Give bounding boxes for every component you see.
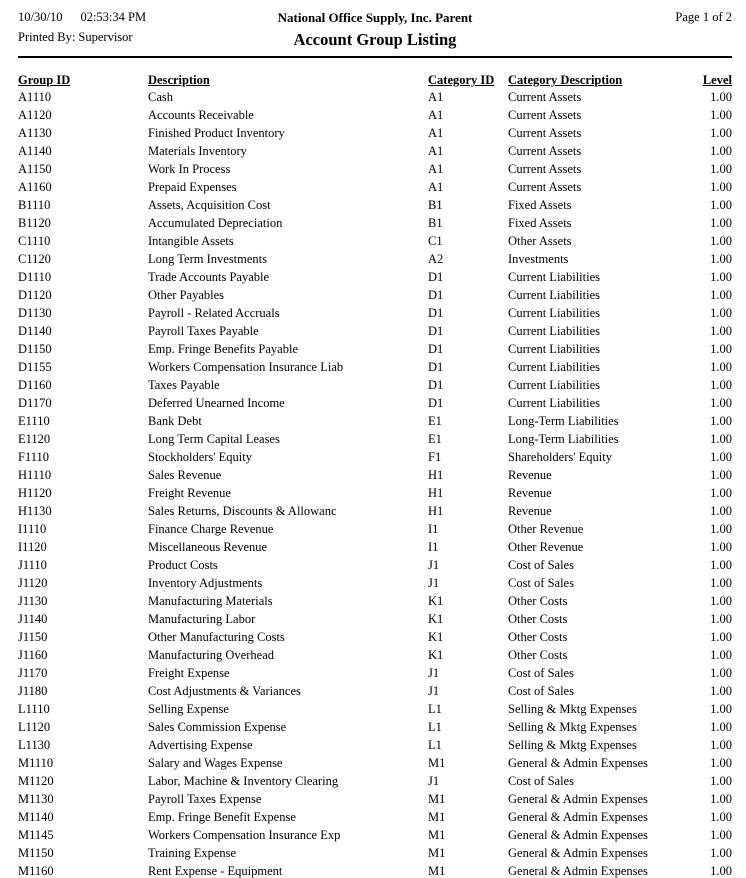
level-cell: 1.00 [710, 378, 732, 392]
description-cell: Stockholders' Equity [148, 450, 252, 464]
table-row [18, 844, 732, 862]
description-cell: Manufacturing Materials [148, 594, 273, 608]
category-id-cell: A1 [428, 108, 444, 122]
table-row [18, 250, 732, 268]
category-description-cell: Cost of Sales [508, 774, 574, 788]
level-cell: 1.00 [710, 522, 732, 536]
description-cell: Taxes Payable [148, 378, 220, 392]
category-id-cell: D1 [428, 378, 444, 392]
category-description-cell: General & Admin Expenses [508, 810, 648, 824]
category-id-cell: H1 [428, 486, 444, 500]
category-description-cell: Revenue [508, 504, 552, 518]
group-id-cell: I1120 [18, 540, 47, 554]
category-id-cell: L1 [428, 738, 442, 752]
description-cell: Accumulated Depreciation [148, 216, 283, 230]
table-row [18, 700, 732, 718]
category-description-cell: Current Liabilities [508, 378, 600, 392]
level-cell: 1.00 [710, 792, 732, 806]
category-description-cell: Other Costs [508, 648, 568, 662]
description-cell: Assets, Acquisition Cost [148, 198, 271, 212]
table-row [18, 736, 732, 754]
category-description-cell: Other Revenue [508, 540, 584, 554]
group-id-cell: M1120 [18, 774, 54, 788]
report-title: Account Group Listing [293, 30, 457, 49]
table-row [18, 448, 732, 466]
page-number: Page 1 of 2 [675, 10, 732, 24]
category-description-cell: Investments [508, 252, 569, 266]
category-description-cell: Current Liabilities [508, 396, 600, 410]
group-id-cell: H1110 [18, 468, 52, 482]
category-id-cell: A1 [428, 180, 444, 194]
group-id-cell: J1160 [18, 648, 48, 662]
level-cell: 1.00 [710, 288, 732, 302]
level-cell: 1.00 [710, 360, 732, 374]
category-id-cell: D1 [428, 270, 444, 284]
category-description-cell: Revenue [508, 486, 552, 500]
level-cell: 1.00 [710, 828, 732, 842]
category-id-cell: D1 [428, 324, 444, 338]
category-description-cell: Fixed Assets [508, 216, 572, 230]
table-row [18, 376, 732, 394]
level-cell: 1.00 [710, 558, 732, 572]
level-cell: 1.00 [710, 468, 732, 482]
level-cell: 1.00 [710, 216, 732, 230]
col-header-category-description: Category Description [508, 73, 623, 87]
table-row [18, 124, 732, 142]
table-row [18, 628, 732, 646]
group-id-cell: H1120 [18, 486, 52, 500]
category-description-cell: Cost of Sales [508, 576, 574, 590]
group-id-cell: C1110 [18, 234, 51, 248]
group-id-cell: M1130 [18, 792, 54, 806]
description-cell: Product Costs [148, 558, 218, 572]
category-id-cell: K1 [428, 648, 444, 662]
group-id-cell: J1180 [18, 684, 48, 698]
category-id-cell: K1 [428, 630, 444, 644]
level-cell: 1.00 [710, 738, 732, 752]
table-row [18, 520, 732, 538]
report-date: 10/30/10 [18, 10, 63, 24]
group-id-cell: M1160 [18, 864, 54, 878]
description-cell: Bank Debt [148, 414, 202, 428]
description-cell: Cash [148, 90, 173, 104]
group-id-cell: D1140 [18, 324, 52, 338]
table-row [18, 286, 732, 304]
company-name: National Office Supply, Inc. Parent [277, 10, 473, 25]
level-cell: 1.00 [710, 774, 732, 788]
description-cell: Selling Expense [148, 702, 229, 716]
description-cell: Prepaid Expenses [148, 180, 237, 194]
group-id-cell: J1110 [18, 558, 47, 572]
description-cell: Materials Inventory [148, 144, 247, 158]
category-description-cell: Cost of Sales [508, 666, 574, 680]
category-id-cell: D1 [428, 396, 444, 410]
table-row [18, 214, 732, 232]
group-id-cell: L1120 [18, 720, 51, 734]
level-cell: 1.00 [710, 702, 732, 716]
level-cell: 1.00 [710, 270, 732, 284]
group-id-cell: B1110 [18, 198, 51, 212]
description-cell: Workers Compensation Insurance Exp [148, 828, 341, 842]
table-row [18, 322, 732, 340]
group-id-cell: D1110 [18, 270, 52, 284]
category-description-cell: Current Assets [508, 90, 582, 104]
table-row [18, 754, 732, 772]
description-cell: Miscellaneous Revenue [148, 540, 268, 554]
category-id-cell: M1 [428, 828, 446, 842]
group-id-cell: C1120 [18, 252, 51, 266]
description-cell: Other Payables [148, 288, 225, 302]
category-description-cell: Current Assets [508, 144, 582, 158]
category-id-cell: J1 [428, 558, 440, 572]
description-cell: Sales Revenue [148, 468, 222, 482]
description-cell: Work In Process [148, 162, 231, 176]
col-header-group-id: Group ID [18, 73, 71, 87]
category-id-cell: I1 [428, 522, 439, 536]
category-id-cell: E1 [428, 432, 442, 446]
level-cell: 1.00 [710, 414, 732, 428]
group-id-cell: M1110 [18, 756, 54, 770]
printed-by-value: Supervisor [78, 30, 133, 44]
description-cell: Accounts Receivable [148, 108, 254, 122]
description-cell: Advertising Expense [148, 738, 253, 752]
group-id-cell: J1120 [18, 576, 48, 590]
level-cell: 1.00 [710, 396, 732, 410]
header-divider [18, 56, 732, 58]
description-cell: Salary and Wages Expense [148, 756, 283, 770]
group-id-cell: M1145 [18, 828, 54, 842]
table-row [18, 502, 732, 520]
category-description-cell: General & Admin Expenses [508, 846, 648, 860]
table-row [18, 592, 732, 610]
table-row [18, 196, 732, 214]
description-cell: Freight Revenue [148, 486, 231, 500]
table-row [18, 682, 732, 700]
category-id-cell: D1 [428, 306, 444, 320]
category-id-cell: K1 [428, 612, 444, 626]
level-cell: 1.00 [710, 306, 732, 320]
category-id-cell: A1 [428, 90, 444, 104]
level-cell: 1.00 [710, 90, 732, 104]
group-id-cell: I1110 [18, 522, 47, 536]
category-description-cell: Current Assets [508, 180, 582, 194]
group-id-cell: A1120 [18, 108, 52, 122]
description-cell: Manufacturing Overhead [148, 648, 274, 662]
category-description-cell: General & Admin Expenses [508, 864, 648, 878]
table-header [18, 70, 732, 88]
group-id-cell: D1170 [18, 396, 52, 410]
description-cell: Sales Returns, Discounts & Allowanc [148, 504, 337, 518]
table-row [18, 538, 732, 556]
category-id-cell: L1 [428, 702, 442, 716]
table-row [18, 394, 732, 412]
level-cell: 1.00 [710, 648, 732, 662]
category-description-cell: Other Revenue [508, 522, 584, 536]
category-id-cell: J1 [428, 684, 440, 698]
category-description-cell: Current Liabilities [508, 288, 600, 302]
description-cell: Finance Charge Revenue [148, 522, 274, 536]
description-cell: Emp. Fringe Benefits Payable [148, 342, 298, 356]
group-id-cell: A1130 [18, 126, 52, 140]
table-row [18, 106, 732, 124]
table-row [18, 862, 732, 878]
description-cell: Labor, Machine & Inventory Clearing [148, 774, 339, 788]
level-cell: 1.00 [710, 234, 732, 248]
category-id-cell: A1 [428, 126, 444, 140]
category-id-cell: A1 [428, 162, 444, 176]
table-row [18, 340, 732, 358]
level-cell: 1.00 [710, 432, 732, 446]
table-row [18, 88, 732, 106]
category-id-cell: B1 [428, 198, 443, 212]
table-row [18, 466, 732, 484]
category-id-cell: J1 [428, 666, 440, 680]
table-row [18, 178, 732, 196]
level-cell: 1.00 [710, 684, 732, 698]
table-row [18, 772, 732, 790]
description-cell: Rent Expense - Equipment [148, 864, 283, 878]
group-id-cell: D1155 [18, 360, 52, 374]
level-cell: 1.00 [710, 612, 732, 626]
level-cell: 1.00 [710, 252, 732, 266]
category-id-cell: E1 [428, 414, 442, 428]
description-cell: Payroll - Related Accruals [148, 306, 280, 320]
group-id-cell: J1170 [18, 666, 48, 680]
description-cell: Payroll Taxes Expense [148, 792, 262, 806]
level-cell: 1.00 [710, 720, 732, 734]
group-id-cell: D1120 [18, 288, 52, 302]
category-description-cell: Current Assets [508, 126, 582, 140]
group-id-cell: H1130 [18, 504, 52, 518]
group-id-cell: E1110 [18, 414, 50, 428]
category-id-cell: F1 [428, 450, 442, 464]
level-cell: 1.00 [710, 594, 732, 608]
category-id-cell: D1 [428, 360, 444, 374]
category-id-cell: J1 [428, 774, 440, 788]
category-id-cell: C1 [428, 234, 443, 248]
col-header-level: Level [702, 73, 732, 87]
table-header-row [18, 70, 732, 88]
category-description-cell: Current Liabilities [508, 306, 600, 320]
description-cell: Deferred Unearned Income [148, 396, 285, 410]
category-description-cell: Other Assets [508, 234, 572, 248]
category-description-cell: Other Costs [508, 630, 568, 644]
category-id-cell: M1 [428, 846, 446, 860]
table-row [18, 160, 732, 178]
table-row [18, 232, 732, 250]
level-cell: 1.00 [710, 630, 732, 644]
description-cell: Finished Product Inventory [148, 126, 285, 140]
category-description-cell: Selling & Mktg Expenses [508, 738, 637, 752]
level-cell: 1.00 [710, 144, 732, 158]
group-id-cell: B1120 [18, 216, 51, 230]
category-description-cell: Cost of Sales [508, 558, 574, 572]
level-cell: 1.00 [710, 576, 732, 590]
level-cell: 1.00 [710, 324, 732, 338]
description-cell: Other Manufacturing Costs [148, 630, 285, 644]
group-id-cell: J1130 [18, 594, 48, 608]
description-cell: Inventory Adjustments [148, 576, 263, 590]
table-row [18, 358, 732, 376]
group-id-cell: J1140 [18, 612, 48, 626]
account-group-table [18, 70, 732, 878]
category-description-cell: Cost of Sales [508, 684, 574, 698]
category-description-cell: Current Liabilities [508, 360, 600, 374]
table-row [18, 142, 732, 160]
category-description-cell: Long-Term Liabilities [508, 414, 619, 428]
table-row [18, 790, 732, 808]
table-row [18, 718, 732, 736]
group-id-cell: E1120 [18, 432, 51, 446]
level-cell: 1.00 [710, 342, 732, 356]
level-cell: 1.00 [710, 180, 732, 194]
col-header-category-id: Category ID [428, 73, 495, 87]
description-cell: Manufacturing Labor [148, 612, 256, 626]
group-id-cell: A1160 [18, 180, 52, 194]
group-id-cell: J1150 [18, 630, 48, 644]
category-id-cell: A2 [428, 252, 444, 266]
description-cell: Freight Expense [148, 666, 230, 680]
table-row [18, 610, 732, 628]
level-cell: 1.00 [710, 126, 732, 140]
category-description-cell: Current Liabilities [508, 270, 600, 284]
description-cell: Training Expense [148, 846, 237, 860]
group-id-cell: L1130 [18, 738, 51, 752]
table-row [18, 808, 732, 826]
table-row [18, 664, 732, 682]
category-description-cell: Current Liabilities [508, 342, 600, 356]
table-row [18, 412, 732, 430]
description-cell: Long Term Capital Leases [148, 432, 280, 446]
report-time: 02:53:34 PM [80, 10, 147, 24]
category-description-cell: General & Admin Expenses [508, 828, 648, 842]
category-id-cell: K1 [428, 594, 444, 608]
category-description-cell: General & Admin Expenses [508, 756, 648, 770]
description-cell: Sales Commission Expense [148, 720, 287, 734]
group-id-cell: D1150 [18, 342, 52, 356]
category-description-cell: Selling & Mktg Expenses [508, 702, 637, 716]
category-description-cell: Revenue [508, 468, 552, 482]
description-cell: Workers Compensation Insurance Liab [148, 360, 344, 374]
category-id-cell: D1 [428, 342, 444, 356]
level-cell: 1.00 [710, 846, 732, 860]
category-id-cell: M1 [428, 792, 446, 806]
level-cell: 1.00 [710, 810, 732, 824]
category-id-cell: J1 [428, 576, 440, 590]
level-cell: 1.00 [710, 540, 732, 554]
level-cell: 1.00 [710, 450, 732, 464]
level-cell: 1.00 [710, 108, 732, 122]
level-cell: 1.00 [710, 198, 732, 212]
table-row [18, 826, 732, 844]
level-cell: 1.00 [710, 162, 732, 176]
category-id-cell: H1 [428, 468, 444, 482]
description-cell: Intangible Assets [148, 234, 234, 248]
group-id-cell: A1140 [18, 144, 52, 158]
col-header-description: Description [148, 73, 210, 87]
table-row [18, 556, 732, 574]
table-row [18, 430, 732, 448]
description-cell: Cost Adjustments & Variances [148, 684, 301, 698]
category-description-cell: Selling & Mktg Expenses [508, 720, 637, 734]
category-description-cell: Other Costs [508, 612, 568, 626]
group-id-cell: A1150 [18, 162, 52, 176]
description-cell: Trade Accounts Payable [148, 270, 270, 284]
category-description-cell: Long-Term Liabilities [508, 432, 619, 446]
header-center [18, 10, 732, 50]
report-header [18, 10, 732, 54]
table-row [18, 646, 732, 664]
description-cell: Payroll Taxes Payable [148, 324, 259, 338]
category-id-cell: M1 [428, 864, 446, 878]
level-cell: 1.00 [710, 864, 732, 878]
printed-by-label: Printed By: [18, 30, 76, 44]
category-description-cell: Current Assets [508, 162, 582, 176]
category-description-cell: General & Admin Expenses [508, 792, 648, 806]
table-row [18, 484, 732, 502]
category-id-cell: H1 [428, 504, 444, 518]
table-row [18, 268, 732, 286]
category-description-cell: Current Liabilities [508, 324, 600, 338]
category-description-cell: Other Costs [508, 594, 568, 608]
category-id-cell: M1 [428, 810, 446, 824]
level-cell: 1.00 [710, 666, 732, 680]
table-row [18, 304, 732, 322]
category-description-cell: Current Assets [508, 108, 582, 122]
group-id-cell: M1150 [18, 846, 54, 860]
category-id-cell: M1 [428, 756, 446, 770]
category-id-cell: I1 [428, 540, 439, 554]
level-cell: 1.00 [710, 486, 732, 500]
category-id-cell: D1 [428, 288, 444, 302]
group-id-cell: L1110 [18, 702, 50, 716]
level-cell: 1.00 [710, 756, 732, 770]
group-id-cell: D1160 [18, 378, 52, 392]
group-id-cell: M1140 [18, 810, 54, 824]
group-id-cell: A1110 [18, 90, 52, 104]
group-id-cell: D1130 [18, 306, 52, 320]
description-cell: Long Term Investments [148, 252, 268, 266]
category-id-cell: A1 [428, 144, 444, 158]
category-description-cell: Shareholders' Equity [508, 450, 612, 464]
table-row [18, 574, 732, 592]
category-id-cell: B1 [428, 216, 443, 230]
group-id-cell: F1110 [18, 450, 50, 464]
description-cell: Emp. Fringe Benefit Expense [148, 810, 296, 824]
category-id-cell: L1 [428, 720, 442, 734]
table-body [18, 88, 732, 878]
level-cell: 1.00 [710, 504, 732, 518]
category-description-cell: Fixed Assets [508, 198, 572, 212]
